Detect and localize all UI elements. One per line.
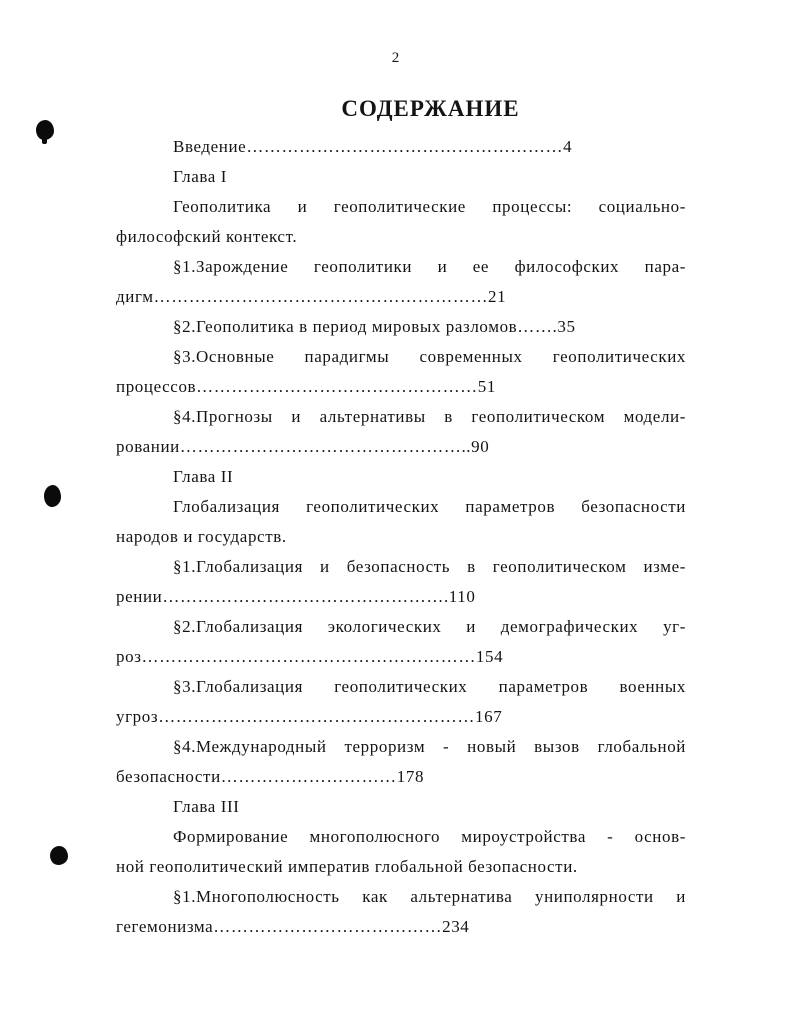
toc-entry: §1.Глобализация и безопасность в геополитическом изме- [173,557,686,576]
toc-entry-continued: безопасности…………………………178 [116,767,425,786]
toc-entry: §4.Прогнозы и альтернативы в геополитическом модели- [173,407,686,426]
toc-entry-continued: процессов…………………………………………51 [116,377,496,396]
toc-entry: §1.Многополюсность как альтернатива униполярности и [173,887,686,906]
toc-entry-continued: роз…………………………………………………154 [116,647,504,666]
chapter-title: Геополитика и геополитические процессы: социально- [173,197,686,216]
page-number: 2 [391,50,400,66]
chapter-title: Глобализация геополитических параметров безопасности [173,497,686,516]
chapter-heading: Глава II [173,467,234,486]
chapter-title-continued: ной геополитический императив глобальной безопасности. [116,857,578,876]
punch-hole-mark [50,846,68,865]
toc-entry-continued: гегемонизма…………………………………234 [116,917,470,936]
toc-entry-continued: рении………………………………………….110 [116,587,476,606]
toc-entry: §1.Зарождение геополитики и ее философских пара- [173,257,686,276]
punch-hole-mark [44,485,61,507]
chapter-title-continued: философский контекст. [116,227,298,246]
chapter-title-continued: народов и государств. [116,527,287,546]
toc-entry: §4.Международный терроризм - новый вызов глобальной [173,737,686,756]
toc-entry: §2.Глобализация экологических и демографических уг- [173,617,686,636]
toc-entry-continued: ровании…………………………………………..90 [116,437,490,456]
chapter-title: Формирование многополюсного мироустройства - основ- [173,827,686,846]
chapter-heading: Глава III [173,797,240,816]
toc-entry-continued: дигм…………………………………………………21 [116,287,507,306]
punch-hole-mark [36,120,54,140]
toc-entry: §3.Глобализация геополитических параметров военных [173,677,686,696]
toc-entry: §3.Основные парадигмы современных геополитических [173,347,686,366]
table-of-contents [116,132,686,942]
chapter-heading: Глава I [173,167,228,186]
toc-entry-continued: угроз………………………………………………167 [116,707,503,726]
toc-entry-introduction: Введение………………………………………………4 [173,137,573,156]
page-title: СОДЕРЖАНИЕ [341,96,520,121]
toc-entry: §2.Геополитика в период мировых разломов…….35 [173,317,576,336]
